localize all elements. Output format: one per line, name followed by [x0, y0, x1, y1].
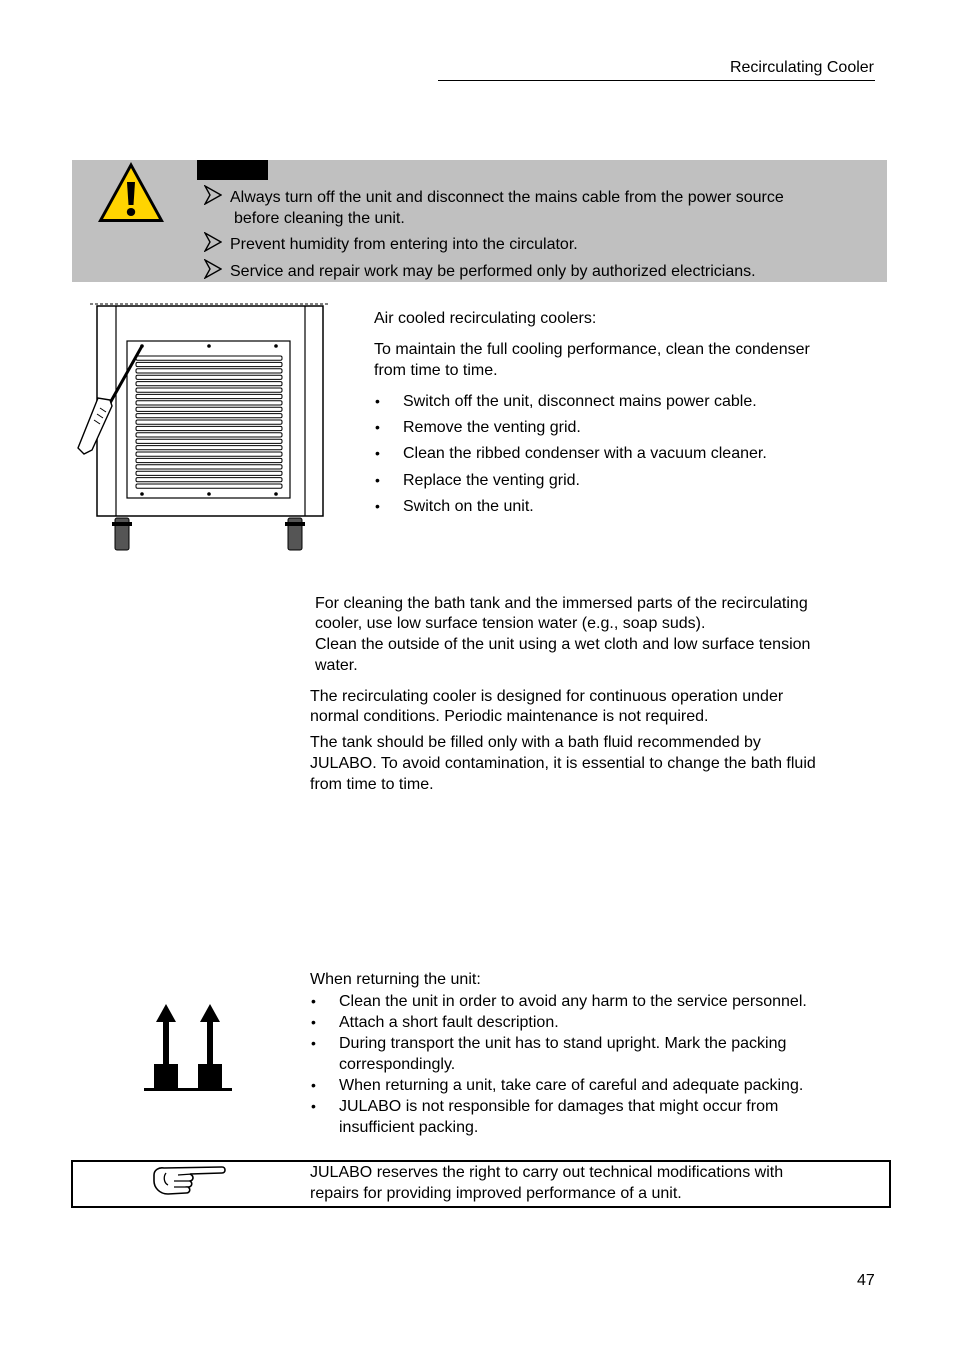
- cleaning-line-1: For cleaning the bath tank and the immersed parts of the recirculating: [315, 595, 808, 612]
- returning-item: • Attach a short fault description.: [339, 1012, 879, 1033]
- cleaning-line-4: water.: [315, 657, 358, 674]
- warning-item-1-cont: before cleaning the unit.: [234, 210, 405, 227]
- warning-item-3: Service and repair work may be performed only by authorized electricians.: [230, 261, 756, 282]
- condenser-intro-line-2: from time to time.: [374, 362, 498, 379]
- grid-slat: [136, 426, 282, 430]
- returning-heading: When returning the unit:: [310, 971, 481, 988]
- grid-slat: [136, 375, 282, 379]
- arrowhead-bullet-icon: [204, 185, 222, 205]
- condenser-intro-line-1: To maintain the full cooling performance, clean the condenser: [374, 341, 810, 358]
- condenser-step: • Replace the venting grid.: [403, 470, 767, 491]
- grid-slat: [136, 433, 282, 437]
- header-rule: [438, 80, 875, 81]
- grid-slat: [136, 369, 282, 373]
- grid-slat: [136, 484, 282, 488]
- grid-slat: [136, 471, 282, 475]
- arrowhead-bullet-icon: [204, 259, 222, 279]
- arrowhead-bullet-icon: [204, 232, 222, 252]
- returning-item: • During transport the unit has to stand upright. Mark the packing correspondingly.: [339, 1033, 879, 1075]
- venting-grid-illustration: [72, 298, 334, 556]
- grid-slat: [136, 356, 282, 360]
- returning-list: [339, 991, 879, 1138]
- page-number: 47: [857, 1272, 875, 1289]
- grid-slat: [136, 420, 282, 424]
- grid-slat: [136, 452, 282, 456]
- grid-slat: [136, 414, 282, 418]
- maintenance-p2-line-3: from time to time.: [310, 776, 434, 793]
- cleaning-line-3: Clean the outside of the unit using a wet cloth and low surface tension: [315, 636, 811, 653]
- warning-label-bar: [197, 160, 268, 180]
- grid-slat: [136, 401, 282, 405]
- grid-slat: [136, 394, 282, 398]
- condenser-step: • Remove the venting grid.: [403, 417, 767, 438]
- maintenance-p2-line-2: JULABO. To avoid contamination, it is essential to change the bath fluid: [310, 755, 816, 772]
- condenser-step: • Switch off the unit, disconnect mains power cable.: [403, 391, 767, 412]
- condenser-step: • Clean the ribbed condenser with a vacuum cleaner.: [403, 443, 767, 464]
- grid-slat: [136, 478, 282, 482]
- pointing-hand-icon: [150, 1163, 228, 1199]
- grid-slat: [136, 439, 282, 443]
- header-title: Recirculating Cooler: [729, 59, 874, 76]
- condenser-heading: Air cooled recirculating coolers:: [374, 310, 597, 327]
- warning-item-2: Prevent humidity from entering into the circulator.: [230, 234, 578, 255]
- grid-slat: [136, 465, 282, 469]
- condenser-step: • Switch on the unit.: [403, 496, 767, 517]
- grid-slat: [136, 388, 282, 392]
- condenser-steps: [403, 391, 767, 517]
- grid-slat: [136, 382, 282, 386]
- this-way-up-icon: [144, 1000, 232, 1092]
- grid-slat: [136, 407, 282, 411]
- note-line-2: repairs for providing improved performance of a unit.: [310, 1185, 682, 1202]
- grid-slat: [136, 362, 282, 366]
- grid-slat: [136, 458, 282, 462]
- returning-item: • Clean the unit in order to avoid any harm to the service personnel.: [339, 991, 879, 1012]
- maintenance-p2-line-1: The tank should be filled only with a bath fluid recommended by: [310, 734, 761, 751]
- maintenance-p1-line-1: The recirculating cooler is designed for continuous operation under: [310, 688, 784, 705]
- maintenance-p1-line-2: normal conditions. Periodic maintenance is not required.: [310, 708, 709, 725]
- returning-item: • JULABO is not responsible for damages that might occur from insufficient packing.: [339, 1096, 879, 1138]
- note-line-1: JULABO reserves the right to carry out technical modifications with: [310, 1164, 784, 1181]
- grid-slat: [136, 446, 282, 450]
- warning-item-1: Always turn off the unit and disconnect the mains cable from the power source: [230, 187, 784, 208]
- warning-triangle-icon: [96, 160, 166, 224]
- cleaning-line-2: cooler, use low surface tension water (e.g., soap suds).: [315, 615, 706, 632]
- returning-item: • When returning a unit, take care of careful and adequate packing.: [339, 1075, 879, 1096]
